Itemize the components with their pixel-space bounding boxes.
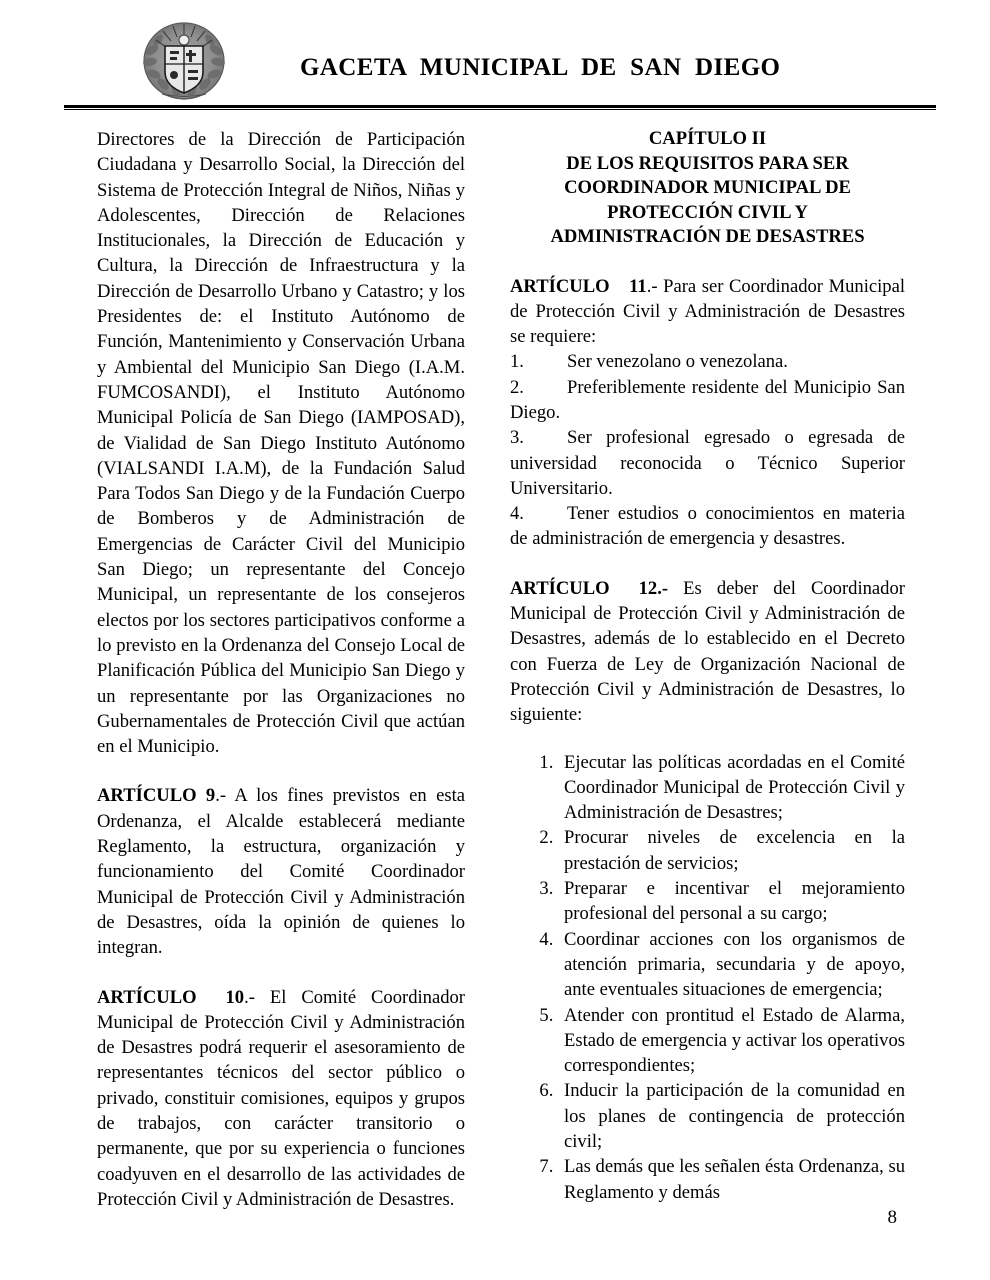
articulo-11-item-3-text: Ser profesional egresado o egresada de universidad reconocida o Técnico Superior Universitario. <box>510 427 905 499</box>
articulo-11-paragraph <box>510 274 905 350</box>
articulo-9-paragraph <box>97 783 465 960</box>
articulo-11-text: Para ser Coordinador Municipal de Protección Civil y Administración de Desastres se requiere: <box>510 275 906 348</box>
right-column <box>465 127 990 1230</box>
chapter-heading-line-4: PROTECCIÓN CIVIL Y <box>607 201 808 223</box>
articulo-11-item-1-number: 1. <box>510 351 524 373</box>
two-column-body <box>0 127 990 1230</box>
list-item: 4. Coordinar acciones con los organismos de atención primaria, secundaria y de apoyo, ante eventuales situaciones de emergencia; <box>558 927 905 1003</box>
articulo-11-item-3 <box>510 425 905 501</box>
chapter-heading-block <box>510 127 905 250</box>
articulo-11-label: ARTÍCULO 11 <box>510 275 647 297</box>
list-item: 6. Inducir la participación de la comunidad en los planes de contingencia de protección civil; <box>558 1078 905 1154</box>
page-header <box>0 0 990 100</box>
articulo-11-item-4 <box>510 501 905 552</box>
articulo-12-text: Es deber del Coordinador Municipal de Protección Civil y Administración de Desastres, además de lo establecido en el Decreto con Fuerza de Ley de Organización Nacional de Protección Civil y Administración de Desastres, lo siguiente: <box>510 577 905 726</box>
articulo-11-item-4-number: 4. <box>510 503 524 525</box>
articulo-11-item-3-number: 3. <box>510 427 524 449</box>
list-item: 3. Preparar e incentivar el mejoramiento profesional del personal a su cargo; <box>558 876 905 927</box>
articulo-10-label: ARTÍCULO 10 <box>97 986 245 1008</box>
articulo-9-label: ARTÍCULO 9 <box>97 785 216 807</box>
articulo-12-separator <box>668 578 683 599</box>
articulo-9-separator: .- <box>215 785 235 807</box>
list-item: 1. Ejecutar las políticas acordadas en el Comité Coordinador Municipal de Protección Civil y Administración de Desastres; <box>558 750 905 826</box>
articulo-11-item-2-text: Preferiblemente residente del Municipio San Diego. <box>510 376 905 423</box>
chapter-heading-line-3: COORDINADOR MUNICIPAL DE <box>564 177 851 198</box>
articulo-11-separator: .- <box>646 275 664 297</box>
list-item: 2. Procurar niveles de excelencia en la prestación de servicios; <box>558 825 905 876</box>
articulo-9-text: A los fines previstos en esta Ordenanza, el Alcalde establecerá mediante Reglamento, la estructura, organización y funcionamiento del Comité Coordinador Municipal de Protección Civil y Administración de Desastres, oída la opinión de quienes lo integran. <box>97 785 465 959</box>
articulo-10-separator: .- <box>244 986 270 1008</box>
page-number: 8 <box>887 1206 897 1228</box>
chapter-heading-line-5: ADMINISTRACIÓN DE DESASTRES <box>550 226 865 247</box>
list-item: 5. Atender con prontitud el Estado de Alarma, Estado de emergencia y activar los operativos correspondientes; <box>558 1003 905 1079</box>
articulo-11-item-1-text: Ser venezolano o venezolana. <box>567 351 788 373</box>
articulo-11-item-1 <box>510 349 905 374</box>
chapter-heading-line-2: DE LOS REQUISITOS PARA SER <box>566 152 849 174</box>
articulo-11-item-4-text: Tener estudios o conocimientos en materia de administración de emergencia y desastres. <box>510 503 905 550</box>
list-item: 7. Las demás que les señalen ésta Ordenanza, su Reglamento y demás <box>558 1154 905 1205</box>
articulo-11-item-2-number: 2. <box>510 376 524 398</box>
articulo-12-label: ARTÍCULO 12.- <box>510 577 669 599</box>
articulo-10-paragraph <box>97 985 465 1213</box>
chapter-heading-line-1: CAPÍTULO II <box>648 128 767 149</box>
articulo-12-paragraph <box>510 576 905 728</box>
articulo-12-duties-list <box>510 750 905 1205</box>
left-column <box>0 127 465 1230</box>
continuation-paragraph: Directores de la Dirección de Participación Ciudadana y Desarrollo Social, la Dirección del Sistema de Protección Integral de Niños, Niñas y Adolescentes, Dirección de Relaciones Institucionales, la Dirección de Educación y Cultura, la Dirección de Infraestructura y la Dirección de Desarrollo Urbano y Catastro; y los Presidentes de: el Instituto Autónomo de Función, Mantenimiento y Conservación Urbana y Ambiental del Municipio San Diego (I.A.M. FUMCOSANDI), el Instituto Autónomo Municipal Policía de San Diego (IAMPOSAD), de Vialidad de San Diego Instituto Autónomo (VIALSANDI I.A.M), de la Fundación Salud Para Todos San Diego y de la Fundación Cuerpo de Bomberos y de Administración de Emergencias de Carácter Civil del Municipio San Diego; un representante del Concejo Municipal, un representante de los consejeros electos por los sectores participativos conforme a lo previsto en la Ordenanza del Consejo Local de Planificación Pública del Municipio San Diego y un representante por las Organizaciones no Gubernamentales de Protección Civil que actúan en el Municipio. <box>97 129 465 758</box>
page-title: GACETA MUNICIPAL DE SAN DIEGO <box>300 54 781 81</box>
coat-of-arms-icon <box>132 20 236 106</box>
articulo-11-item-2 <box>510 375 905 426</box>
articulo-10-text: El Comité Coordinador Municipal de Protección Civil y Administración de Desastres podrá requerir el asesoramiento de representantes técnicos del sector público o privado, constituir comisiones, equipos y grupos de trabajos, con carácter transitorio o permanente, que por su experiencia o funciones coadyuven en el desarrollo de las actividades de Protección Civil y Administración de Desastres. <box>97 986 465 1210</box>
header-divider <box>64 105 936 110</box>
